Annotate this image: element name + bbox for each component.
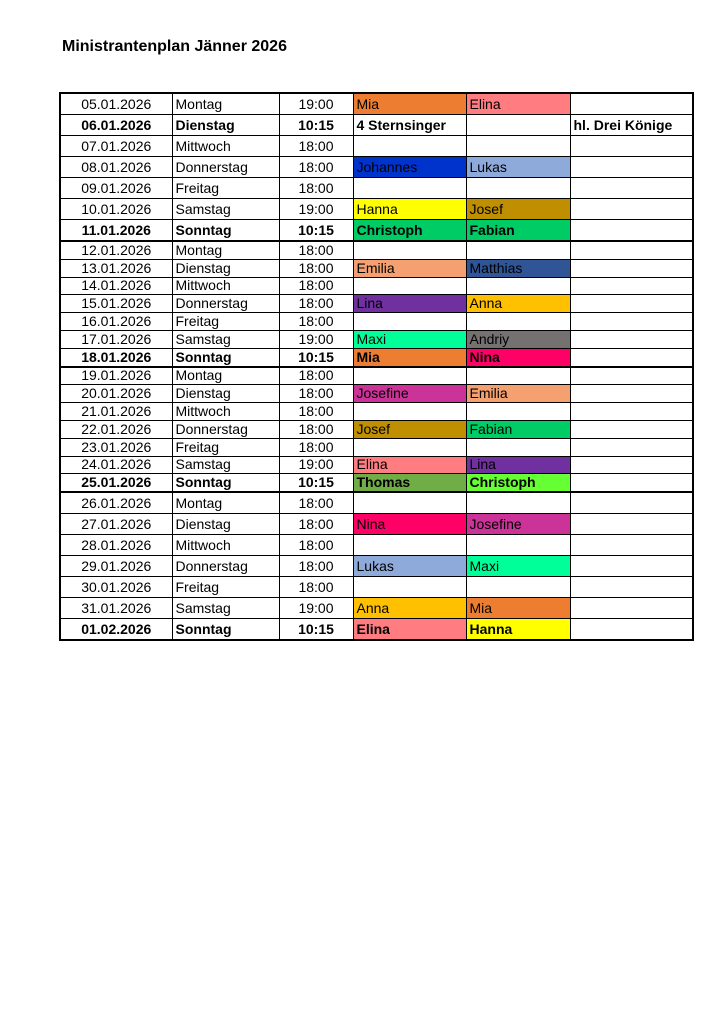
note-cell: [570, 295, 693, 313]
table-row: [60, 556, 693, 577]
table-row: [60, 367, 693, 385]
table-row: [60, 199, 693, 220]
time-cell: 18:00: [279, 577, 353, 598]
date-cell: 29.01.2026: [60, 556, 172, 577]
time-cell: 18:00: [279, 385, 353, 403]
weekday-cell: Dienstag: [172, 514, 279, 535]
note-cell: [570, 385, 693, 403]
server-2-cell: Mia: [466, 598, 570, 619]
table-row: [60, 330, 693, 348]
note-cell: [570, 259, 693, 277]
server-2-cell: [466, 313, 570, 331]
note-cell: [570, 330, 693, 348]
server-2-cell: [466, 403, 570, 421]
server-1-cell: [353, 577, 466, 598]
time-cell: 18:00: [279, 514, 353, 535]
table-row: [60, 474, 693, 492]
date-cell: 31.01.2026: [60, 598, 172, 619]
server-2-cell: Elina: [466, 93, 570, 115]
server-1-cell: Mia: [353, 348, 466, 366]
time-cell: 10:15: [279, 115, 353, 136]
weekday-cell: Sonntag: [172, 348, 279, 366]
time-cell: 19:00: [279, 456, 353, 474]
table-row: [60, 456, 693, 474]
server-1-cell: Nina: [353, 514, 466, 535]
server-2-cell: Hanna: [466, 619, 570, 641]
weekday-cell: Donnerstag: [172, 556, 279, 577]
server-2-cell: Lukas: [466, 157, 570, 178]
weekday-cell: Montag: [172, 367, 279, 385]
table-row: [60, 241, 693, 259]
server-1-cell: Josefine: [353, 385, 466, 403]
weekday-cell: Montag: [172, 492, 279, 514]
note-cell: [570, 313, 693, 331]
table-row: [60, 178, 693, 199]
date-cell: 10.01.2026: [60, 199, 172, 220]
weekday-cell: Freitag: [172, 577, 279, 598]
server-1-cell: [353, 438, 466, 456]
schedule-table: [59, 92, 694, 641]
server-1-cell: Maxi: [353, 330, 466, 348]
weekday-cell: Samstag: [172, 330, 279, 348]
note-cell: [570, 178, 693, 199]
date-cell: 25.01.2026: [60, 474, 172, 492]
time-cell: 18:00: [279, 157, 353, 178]
time-cell: 18:00: [279, 492, 353, 514]
date-cell: 05.01.2026: [60, 93, 172, 115]
time-cell: 18:00: [279, 367, 353, 385]
note-cell: [570, 598, 693, 619]
table-row: [60, 420, 693, 438]
table-row: [60, 619, 693, 641]
weekday-cell: Mittwoch: [172, 277, 279, 295]
date-cell: 24.01.2026: [60, 456, 172, 474]
table-row: [60, 403, 693, 421]
weekday-cell: Mittwoch: [172, 535, 279, 556]
server-2-cell: Fabian: [466, 220, 570, 242]
note-cell: [570, 241, 693, 259]
time-cell: 19:00: [279, 330, 353, 348]
server-2-cell: [466, 241, 570, 259]
time-cell: 18:00: [279, 136, 353, 157]
time-cell: 10:15: [279, 348, 353, 366]
server-1-cell: [353, 492, 466, 514]
note-cell: [570, 367, 693, 385]
weekday-cell: Sonntag: [172, 220, 279, 242]
time-cell: 10:15: [279, 220, 353, 242]
page-title: Ministrantenplan Jänner 2026: [62, 38, 287, 55]
table-row: [60, 313, 693, 331]
table-row: [60, 277, 693, 295]
server-2-cell: [466, 492, 570, 514]
note-cell: [570, 220, 693, 242]
table-row: [60, 93, 693, 115]
server-2-cell: Andriy: [466, 330, 570, 348]
date-cell: 15.01.2026: [60, 295, 172, 313]
server-2-cell: Emilia: [466, 385, 570, 403]
server-2-cell: Fabian: [466, 420, 570, 438]
time-cell: 19:00: [279, 199, 353, 220]
time-cell: 18:00: [279, 259, 353, 277]
time-cell: 10:15: [279, 619, 353, 641]
server-2-cell: [466, 535, 570, 556]
server-1-cell: Hanna: [353, 199, 466, 220]
server-1-cell: [353, 241, 466, 259]
server-1-cell: Christoph: [353, 220, 466, 242]
table-row: [60, 598, 693, 619]
server-1-cell: Thomas: [353, 474, 466, 492]
date-cell: 20.01.2026: [60, 385, 172, 403]
time-cell: 19:00: [279, 93, 353, 115]
weekday-cell: Dienstag: [172, 385, 279, 403]
weekday-cell: Samstag: [172, 598, 279, 619]
weekday-cell: Freitag: [172, 438, 279, 456]
server-1-cell: 4 Sternsinger: [353, 115, 466, 136]
weekday-cell: Samstag: [172, 199, 279, 220]
note-cell: [570, 514, 693, 535]
note-cell: [570, 474, 693, 492]
weekday-cell: Freitag: [172, 313, 279, 331]
server-1-cell: [353, 367, 466, 385]
table-row: [60, 535, 693, 556]
server-2-cell: [466, 367, 570, 385]
server-2-cell: Christoph: [466, 474, 570, 492]
note-cell: [570, 403, 693, 421]
server-1-cell: Johannes: [353, 157, 466, 178]
weekday-cell: Dienstag: [172, 115, 279, 136]
date-cell: 09.01.2026: [60, 178, 172, 199]
note-cell: [570, 199, 693, 220]
date-cell: 06.01.2026: [60, 115, 172, 136]
weekday-cell: Donnerstag: [172, 420, 279, 438]
server-1-cell: Mia: [353, 93, 466, 115]
time-cell: 19:00: [279, 598, 353, 619]
time-cell: 18:00: [279, 178, 353, 199]
note-cell: [570, 136, 693, 157]
weekday-cell: Mittwoch: [172, 136, 279, 157]
date-cell: 27.01.2026: [60, 514, 172, 535]
server-2-cell: [466, 136, 570, 157]
time-cell: 18:00: [279, 403, 353, 421]
table-row: [60, 385, 693, 403]
server-2-cell: Matthias: [466, 259, 570, 277]
time-cell: 18:00: [279, 277, 353, 295]
date-cell: 19.01.2026: [60, 367, 172, 385]
server-2-cell: Anna: [466, 295, 570, 313]
weekday-cell: Donnerstag: [172, 157, 279, 178]
server-2-cell: [466, 115, 570, 136]
server-1-cell: Elina: [353, 619, 466, 641]
note-cell: hl. Drei Könige: [570, 115, 693, 136]
weekday-cell: Freitag: [172, 178, 279, 199]
server-1-cell: [353, 403, 466, 421]
note-cell: [570, 93, 693, 115]
date-cell: 30.01.2026: [60, 577, 172, 598]
date-cell: 23.01.2026: [60, 438, 172, 456]
table-row: [60, 220, 693, 242]
date-cell: 13.01.2026: [60, 259, 172, 277]
date-cell: 01.02.2026: [60, 619, 172, 641]
date-cell: 18.01.2026: [60, 348, 172, 366]
server-1-cell: Elina: [353, 456, 466, 474]
server-1-cell: Lina: [353, 295, 466, 313]
note-cell: [570, 277, 693, 295]
note-cell: [570, 456, 693, 474]
weekday-cell: Donnerstag: [172, 295, 279, 313]
table-row: [60, 348, 693, 366]
time-cell: 18:00: [279, 313, 353, 331]
date-cell: 28.01.2026: [60, 535, 172, 556]
date-cell: 16.01.2026: [60, 313, 172, 331]
time-cell: 18:00: [279, 438, 353, 456]
server-1-cell: [353, 277, 466, 295]
time-cell: 18:00: [279, 535, 353, 556]
time-cell: 18:00: [279, 420, 353, 438]
date-cell: 17.01.2026: [60, 330, 172, 348]
server-2-cell: Josef: [466, 199, 570, 220]
server-2-cell: [466, 438, 570, 456]
weekday-cell: Mittwoch: [172, 403, 279, 421]
table-row: [60, 295, 693, 313]
note-cell: [570, 535, 693, 556]
date-cell: 26.01.2026: [60, 492, 172, 514]
server-2-cell: [466, 178, 570, 199]
table-row: [60, 115, 693, 136]
weekday-cell: Dienstag: [172, 259, 279, 277]
server-2-cell: [466, 277, 570, 295]
weekday-cell: Montag: [172, 93, 279, 115]
note-cell: [570, 348, 693, 366]
server-1-cell: [353, 313, 466, 331]
note-cell: [570, 556, 693, 577]
time-cell: 18:00: [279, 241, 353, 259]
server-1-cell: [353, 178, 466, 199]
date-cell: 22.01.2026: [60, 420, 172, 438]
server-1-cell: Josef: [353, 420, 466, 438]
table-row: [60, 577, 693, 598]
date-cell: 07.01.2026: [60, 136, 172, 157]
server-2-cell: Josefine: [466, 514, 570, 535]
time-cell: 10:15: [279, 474, 353, 492]
note-cell: [570, 157, 693, 178]
note-cell: [570, 577, 693, 598]
date-cell: 21.01.2026: [60, 403, 172, 421]
server-2-cell: [466, 577, 570, 598]
weekday-cell: Sonntag: [172, 474, 279, 492]
server-2-cell: Maxi: [466, 556, 570, 577]
server-2-cell: Lina: [466, 456, 570, 474]
table-row: [60, 492, 693, 514]
table-row: [60, 514, 693, 535]
server-1-cell: Lukas: [353, 556, 466, 577]
date-cell: 11.01.2026: [60, 220, 172, 242]
weekday-cell: Samstag: [172, 456, 279, 474]
server-2-cell: Nina: [466, 348, 570, 366]
weekday-cell: Sonntag: [172, 619, 279, 641]
table-row: [60, 157, 693, 178]
table-row: [60, 259, 693, 277]
note-cell: [570, 619, 693, 641]
date-cell: 12.01.2026: [60, 241, 172, 259]
note-cell: [570, 420, 693, 438]
note-cell: [570, 492, 693, 514]
server-1-cell: [353, 535, 466, 556]
server-1-cell: [353, 136, 466, 157]
date-cell: 08.01.2026: [60, 157, 172, 178]
time-cell: 18:00: [279, 295, 353, 313]
note-cell: [570, 438, 693, 456]
server-1-cell: Emilia: [353, 259, 466, 277]
server-1-cell: Anna: [353, 598, 466, 619]
weekday-cell: Montag: [172, 241, 279, 259]
table-row: [60, 136, 693, 157]
table-row: [60, 438, 693, 456]
date-cell: 14.01.2026: [60, 277, 172, 295]
time-cell: 18:00: [279, 556, 353, 577]
